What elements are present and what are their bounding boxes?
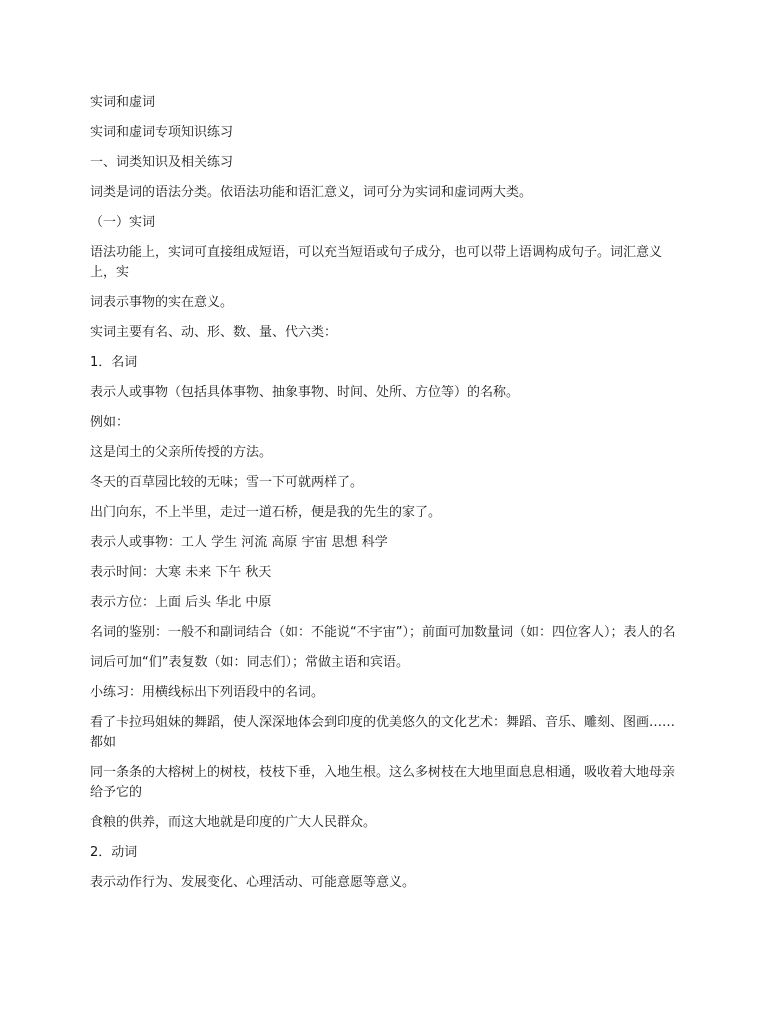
paragraph: 实词主要有名、动、形、数、量、代六类： [90,325,338,340]
exercise-text: 食粮的供养，而这大地就是印度的广大人民群众。 [90,815,377,830]
doc-subtitle: 实词和虚词专项知识练习 [90,125,234,140]
paragraph: 表示时间：大寒 未来 下午 秋天 [90,565,272,580]
paragraph: 表示人或事物（包括具体事物、抽象事物、时间、处所、方位等）的名称。 [90,385,520,400]
item-heading: 1．名词 [90,355,138,370]
paragraph: 词类是词的语法分类。依语法功能和语汇意义，词可分为实词和虚词两大类。 [90,185,533,200]
section-heading: 一、词类知识及相关练习 [90,155,234,170]
exercise-prompt: 小练习：用横线标出下列语段中的名词。 [90,685,325,700]
example-sentence: 这是闰土的父亲所传授的方法。 [90,445,273,460]
exercise-text: 看了卡拉玛姐妹的舞蹈，使人深深地体会到印度的优美悠久的文化艺术：舞蹈、音乐、雕刻、图画……都如 [90,715,676,750]
document-page [90,93,680,903]
paragraph: 语法功能上，实词可直接组成短语，可以充当短语或句子成分，也可以带上语调构成句子。词汇意义上，实 [90,245,663,280]
paragraph: 词表示事物的实在意义。 [90,295,234,310]
paragraph: 例如： [90,415,130,430]
paragraph: 名词的鉴别：一般不和副词结合（如：不能说“不宇宙”）；前面可加数量词（如：四位客人）；表人的名 [90,625,676,640]
example-sentence: 出门向东，不上半里，走过一道石桥，便是我的先生的家了。 [90,505,442,520]
example-sentence: 冬天的百草园比较的无味；雪一下可就两样了。 [90,475,364,490]
paragraph: 词后可加“们”表复数（如：同志们）；常做主语和宾语。 [90,655,409,670]
subsection-heading: （一）实词 [90,215,156,230]
paragraph: 表示动作行为、发展变化、心理活动、可能意愿等意义。 [90,875,416,890]
paragraph: 表示方位：上面 后头 华北 中原 [90,595,272,610]
item-heading: 2．动词 [90,845,138,860]
paragraph: 表示人或事物：工人 学生 河流 高原 宇宙 思想 科学 [90,535,388,550]
exercise-text: 同一条条的大榕树上的树枝，枝枝下垂，入地生根。这么多树枝在大地里面息息相通，吸收着大地母亲给予它的 [90,765,676,800]
doc-title: 实词和虚词 [90,95,156,110]
